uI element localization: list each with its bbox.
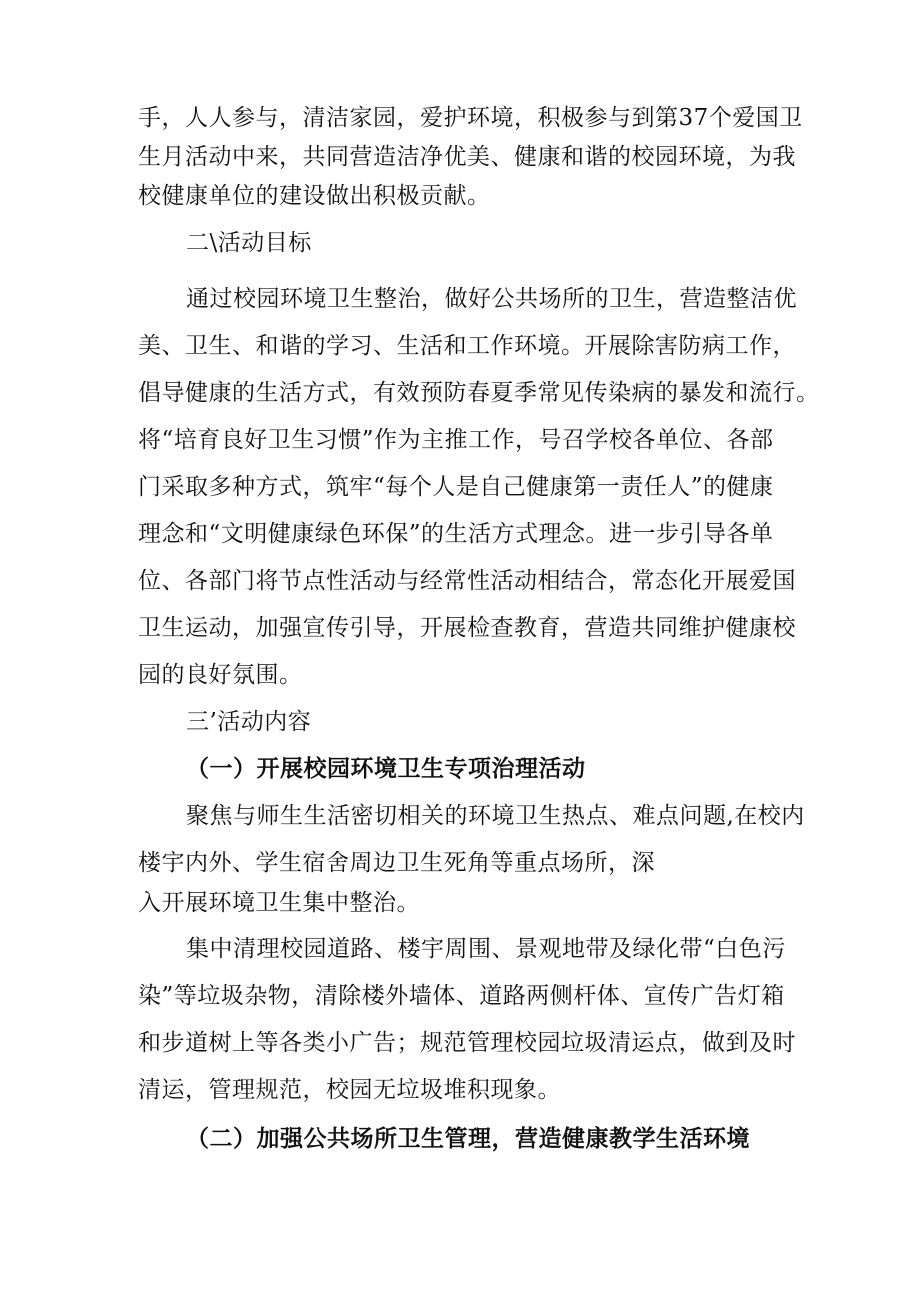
goals-line-1: 通过校园环境卫生整治，做好公共场所的卫生，营造整洁优: [186, 286, 797, 312]
goals-line-2: 美、卫生、和谐的学习、生活和工作环境。开展除害防病工作，: [138, 333, 796, 359]
goals-line-8: 卫生运动，加强宣传引导，开展检查教育，营造共同维护健康校: [138, 615, 796, 641]
cleanup-detail-line-3: 和步道树上等各类小广告；规范管理校园垃圾清运点，做到及时: [138, 1030, 796, 1056]
goals-line-9: 园的良好氛围。: [138, 662, 303, 688]
goals-line-3: 倡导健康的生活方式，有效预防春夏季常见传染病的暴发和流行。: [138, 380, 820, 406]
intro-line-2: 生月活动中来，共同营造洁净优美、健康和谐的校园环境，为我: [138, 144, 796, 170]
section-heading-goals: 二\活动目标: [186, 230, 312, 256]
cleanup-detail-line-2: 染”等垃圾杂物，清除楼外墙体、道路两侧杆体、宣传广告灯箱: [138, 983, 785, 1009]
intro-line-1: 手，人人参与，清洁家园，爱护环境，积极参与到第37个爱国卫: [138, 105, 803, 131]
intro-line-3: 校健康单位的建设做出积极贡献。: [138, 183, 491, 209]
cleanup-line-1: 聚焦与师生生活密切相关的环境卫生热点、难点问题,在校内: [186, 803, 805, 829]
goals-line-5: 门采取多种方式，筑牢“每个人是自己健康第一责任人”的健康: [138, 474, 774, 500]
cleanup-detail-line-1: 集中清理校园道路、楼宇周围、景观地带及绿化带“白色污: [186, 936, 786, 962]
subheading-campus-cleanup: （一）开展校园环境卫生专项治理活动: [186, 755, 586, 782]
goals-line-6: 理念和“文明健康绿色环保”的生活方式理念。进一步引导各单: [138, 521, 774, 547]
cleanup-detail-line-4: 清运，管理规范，校园无垃圾堆积现象。: [138, 1077, 561, 1103]
section-heading-content: 三’活动内容: [186, 709, 312, 735]
goals-line-7: 位、各部门将节点性活动与经常性活动相结合，常态化开展爱国: [138, 568, 796, 594]
goals-line-4: 将“培育良好卫生习惯”作为主推工作，号召学校各单位、各部: [138, 427, 774, 453]
cleanup-line-2: 楼宇内外、学生宿舍周边卫生死角等重点场所，深: [138, 850, 655, 876]
cleanup-line-3: 入开展环境卫生集中整治。: [138, 890, 420, 916]
subheading-public-places: （二）加强公共场所卫生管理，营造健康教学生活环境: [186, 1125, 750, 1152]
